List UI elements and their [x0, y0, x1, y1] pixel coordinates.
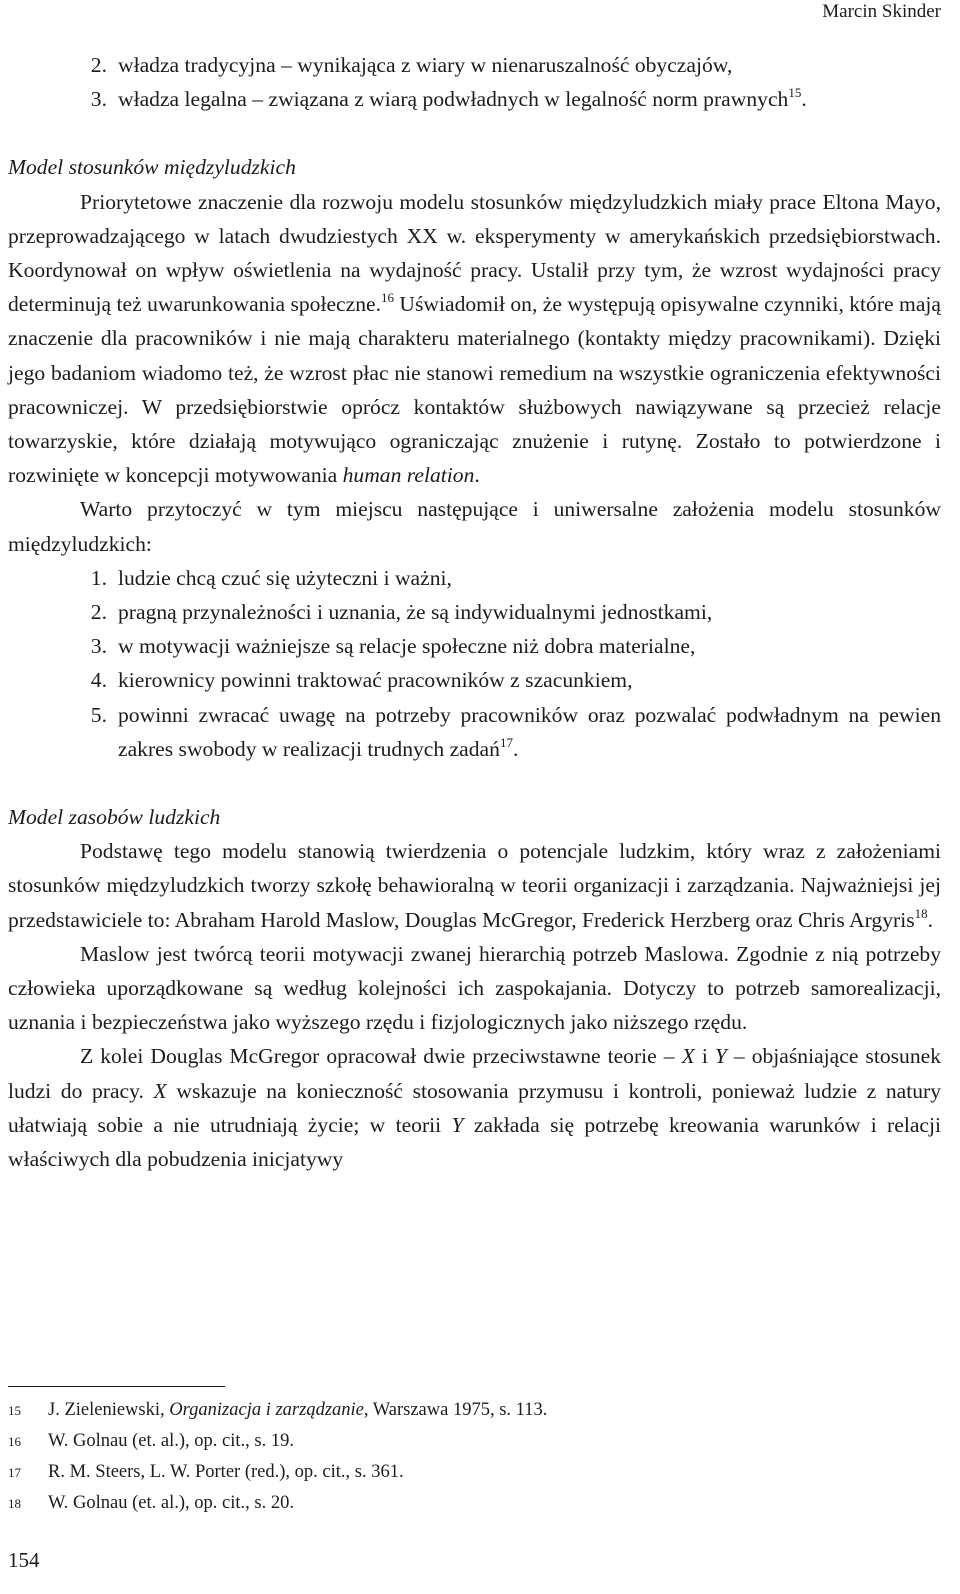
footnote — [8, 1395, 941, 1426]
list-number: 5. — [90, 702, 107, 727]
list-number: 3. — [90, 634, 107, 659]
footnote-number: 17 — [8, 1465, 21, 1480]
footnote-divider — [8, 1386, 225, 1387]
footnote-ref[interactable]: 15 — [788, 85, 802, 101]
list-item — [8, 48, 941, 82]
paragraph-text: – objaśniające stosunek ludzi do pracy. — [8, 1044, 941, 1103]
footnote-text-part: J. Zieleniewski, — [48, 1400, 170, 1420]
punctuation: . — [474, 463, 480, 488]
footnote — [8, 1457, 941, 1488]
emphasis: Y — [451, 1112, 464, 1137]
footnote-number: 15 — [8, 1403, 21, 1418]
list-text-content: powinni zwracać uwagę na potrzeby pracowników oraz pozwalać podwładnym na pewien zakres swobody w realizacji trudnych zadań — [118, 702, 941, 761]
list-item — [8, 629, 941, 663]
section-heading: Model stosunków międzyludzkich — [8, 155, 296, 180]
list-text — [118, 82, 941, 116]
list-number: 1. — [90, 565, 107, 590]
footnote-ref[interactable]: 18 — [914, 905, 928, 921]
paragraph-text: Uświadomił on, że występują opisywalne czynniki, które mają znaczenie dla pracowników i nie mają charakteru materialnego (kontakty między pracownikami). Dzięki jego badaniom wiadomo też, że wzrost płac nie stanowi remedium na wszystkie ograniczenia efektywności pracowniczej. W przedsiębiorstwie oprócz kontaktów służbowych nawiązywane są przecież relacje towarzyskie, które działają motywująco ograniczając znużenie i rutynę. Zostało to potwierdzone i rozwinięte w koncepcji motywowania — [8, 292, 941, 488]
paragraph-text: i — [694, 1044, 715, 1069]
list-text: kierownicy powinni traktować pracowników z szacunkiem, — [118, 668, 633, 693]
section-heading: Model zasobów ludzkich — [8, 805, 221, 830]
list-number: 3. — [90, 87, 107, 112]
footnotes — [8, 1395, 941, 1519]
emphasis: X — [681, 1044, 695, 1069]
footnote-text: R. M. Steers, L. W. Porter (red.), op. cit., s. 361. — [48, 1462, 404, 1482]
paragraph-text: zakłada się potrzebę kreowania warunków i relacji właściwych dla pobudzenia inicjatywy — [8, 1112, 941, 1172]
list-item — [8, 595, 941, 629]
punctuation: . — [927, 907, 934, 932]
list-text-content: władza legalna – związana z wiarą podwładnych w legalność norm prawnych — [118, 87, 789, 112]
list-text: ludzie chcą czuć się użyteczni i ważni, — [118, 565, 452, 590]
emphasis: human relation — [342, 463, 475, 488]
paragraph-text: Priorytetowe znaczenie dla rozwoju modelu stosunków międzyludzkich miały prace Eltona Mayo, przeprowadzającego w latach dwudziestych XX w. eksperymenty w amerykańskich przedsiębiorstwach. Koordynował on wpływ oświetlenia na wydajność pracy. Ustalił przy tym, że wzrost wydajności pracy determinują też uwarunkowania społeczne. — [8, 189, 941, 317]
page-number: 154 — [8, 1548, 40, 1572]
punctuation: . — [801, 87, 807, 112]
list-text: pragną przynależności i uznania, że są indywidualnymi jednostkami, — [118, 600, 713, 625]
paragraph: Warto przytoczyć w tym miejscu następujące i uniwersalne założenia modelu stosunków międzyludzkich: — [8, 497, 941, 556]
paragraph — [8, 1039, 941, 1176]
body-text — [8, 48, 941, 1176]
footnote-number: 18 — [8, 1496, 21, 1511]
emphasis: X — [153, 1078, 167, 1103]
paragraph — [8, 834, 941, 937]
list-item — [8, 82, 941, 116]
punctuation: . — [512, 736, 519, 761]
list-text — [118, 698, 941, 766]
list-item — [8, 663, 941, 697]
footnote-ref[interactable]: 17 — [499, 734, 513, 750]
list-number: 2. — [90, 600, 107, 625]
paragraph-text: wskazuje na konieczność stosowania przymusu i kontroli, ponieważ ludzie z natury ułatwiają sobie a nie utrudniają życie; w teorii — [8, 1078, 941, 1137]
footnote-title: Organizacja i zarządzanie — [169, 1400, 364, 1420]
paragraph-text: Z kolei Douglas McGregor opracował dwie przeciwstawne teorie – — [80, 1044, 682, 1069]
list-number: 4. — [90, 668, 107, 693]
footnote-number: 16 — [8, 1434, 21, 1449]
paragraph: Maslow jest twórcą teorii motywacji zwanej hierarchią potrzeb Maslowa. Zgodnie z nią potrzeby człowieka uporządkowane są według kolejności ich zaspokajania. Dotyczy to potrzeb samorealizacji, uznania i bezpieczeństwa jako wyższego rzędu i fizjologicznych jako niższego rzędu. — [8, 941, 941, 1035]
footnote — [8, 1488, 941, 1519]
running-head: Marcin Skinder — [822, 1, 941, 22]
paragraph — [8, 185, 941, 493]
footnote-text: W. Golnau (et. al.), op. cit., s. 19. — [48, 1431, 294, 1451]
footnote-ref[interactable]: 16 — [380, 290, 394, 306]
list-number: 2. — [90, 53, 107, 77]
footnote-text: W. Golnau (et. al.), op. cit., s. 20. — [48, 1493, 294, 1513]
paragraph-text: Podstawę tego modelu stanowią twierdzenia o potencjale ludzkim, który wraz z założeniami stosunków międzyludzkich tworzy szkołę behawioralną w teorii organizacji i zarządzania. Najważniejsi jej przedstawiciele to: Abraham Harold Maslow, Douglas McGregor, Frederick Herzberg oraz Chris Argyris — [8, 839, 941, 932]
footnote — [8, 1426, 941, 1457]
list-text: władza tradycyjna – wynikająca z wiary w nienaruszalność obyczajów, — [118, 53, 733, 77]
list-item — [8, 561, 941, 595]
footnote-text-part: , Warszawa 1975, s. 113. — [363, 1400, 548, 1420]
footnote-text — [48, 1395, 547, 1426]
list-text: w motywacji ważniejsze są relacje społeczne niż dobra materialne, — [118, 634, 696, 659]
list-item — [8, 698, 941, 766]
emphasis: Y — [714, 1044, 727, 1069]
